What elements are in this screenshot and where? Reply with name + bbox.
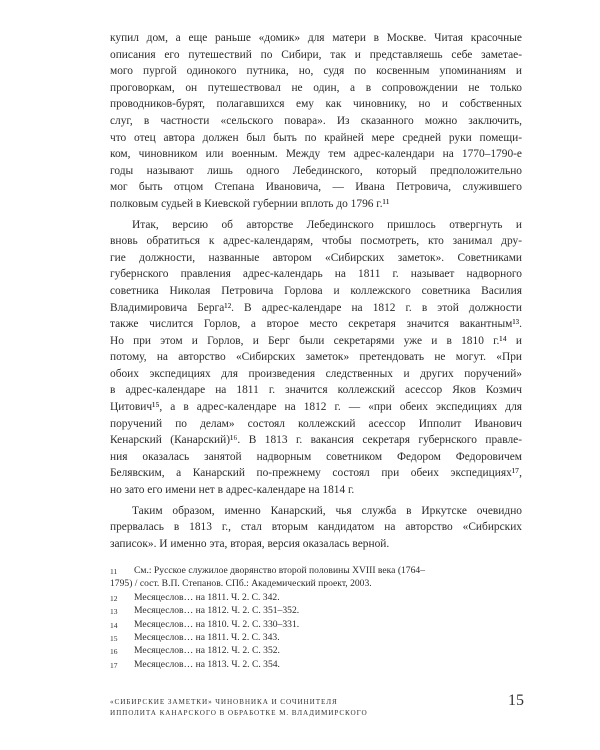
body-line: что отец автора должен был быть по крайней мере средней руки помещи-	[110, 131, 522, 144]
body-line: полковым судьей в Киевской губернии вплоть до 1796 г.¹¹	[110, 197, 390, 210]
body-line: Таким образом, именно Канарский, чья служба в Иркутске очевидно	[132, 504, 522, 517]
body-line: но зато его имени нет в адрес-календаре на 1814 г.	[110, 484, 355, 497]
body-line: губернского правления адрес-календарь на 1811 г. называет надворного	[110, 268, 522, 281]
footnote	[110, 591, 522, 604]
footnotes	[110, 564, 522, 671]
footnote	[110, 631, 522, 644]
footnote-text: Месяцеслов… на 1812. Ч. 2. С. 351–352.	[134, 605, 300, 617]
footnote	[110, 644, 522, 657]
running-title-line-1: «СИБИРСКИЕ ЗАМЕТКИ» ЧИНОВНИКА И СОЧИНИТЕЛЯ	[110, 698, 338, 706]
body-line: советника Николая Петровича Горлова и коллежского советника Василия	[110, 284, 522, 297]
footnote	[110, 618, 522, 631]
footnote-number: 12	[110, 593, 118, 603]
body-text	[110, 30, 522, 552]
body-line: гие должности, названные автором «Сибирских заметок». Советниками	[110, 251, 522, 264]
footnote-number: 16	[110, 647, 118, 657]
body-line: вновь обратиться к адрес-календарям, чтобы посмотреть, кто занимал дру-	[110, 235, 522, 248]
running-title	[110, 697, 430, 719]
footnote-text: Месяцеслов… на 1813. Ч. 2. С. 354.	[134, 658, 280, 670]
body-line: проводников-бурят, полагавшихся ему как чиновнику, но и собственных	[110, 98, 522, 111]
footnote-number: 14	[110, 620, 118, 630]
body-line: описания его путешествий по Сибири, так и представляешь себе заметае-	[110, 48, 522, 61]
footnote-text: Месяцеслов… на 1811. Ч. 2. С. 342.	[134, 591, 280, 603]
page-number: 15	[508, 692, 524, 709]
body-line: прервалась в 1813 г., стал вторым кандидатом на авторство «Сибирских	[110, 521, 522, 534]
footnote	[110, 564, 522, 577]
body-line: купил дом, а еще раньше «домик» для матери в Москве. Читая красочные	[110, 32, 522, 44]
body-line: потому, на авторство «Сибирских заметок» претендовать не могут. «При	[110, 351, 522, 364]
body-line: также числится Горлов, а второе место секретаря значится вакантным¹³.	[110, 318, 522, 331]
footnote-text: 1795) / сост. В.П. Степанов. СПб.: Академический проект, 2003.	[110, 578, 372, 590]
footnote-number: 15	[110, 633, 118, 643]
body-line: Но при этом и Горлов, и Берг были секретарями уже и в 1810 г.¹⁴ и	[110, 334, 522, 347]
body-line: Итак, версию об авторстве Лебединского пришлось отвергнуть и	[132, 218, 522, 231]
running-title-line-2: ИППОЛИТА КАНАРСКОГО В ОБРАБОТКЕ М. ВЛАДИМИРСКОГО	[110, 709, 368, 717]
footnote-number: 13	[110, 607, 118, 617]
body-line: Цитович¹⁵, а в адрес-календаре на 1812 г. — «при обеих экспедициях для	[110, 401, 522, 414]
body-line: ния оказалась занятой надворным советником Федором Федоровичем	[110, 450, 522, 463]
footnote-text: Месяцеслов… на 1810. Ч. 2. С. 330–331.	[134, 618, 300, 630]
footnote-number: 17	[110, 660, 118, 670]
body-line: поручений по делам» состоял коллежский асессор Ипполит Иванович	[110, 417, 522, 430]
footnote	[110, 604, 522, 617]
footnote-number: 11	[110, 567, 118, 576]
footnote	[110, 658, 522, 671]
body-line: записок». И именно эта, вторая, версия оказалась верной.	[110, 537, 390, 550]
body-line: ком, чиновником или военным. Между тем адрес-календари на 1770–1790-е	[110, 148, 522, 161]
body-line: Владимировича Берга¹². В адрес-календаре на 1812 г. в этой должности	[110, 301, 522, 314]
body-line: обоих экспедициях для произведения следственных и других поручений»	[110, 367, 522, 380]
footnote-text: См.: Русское служилое дворянство второй половины XVIII века (1764–	[134, 565, 425, 576]
body-line: слуг, в частности «сельского повара». Из сказанного можно заключить,	[110, 114, 522, 127]
footnote-text: Месяцеслов… на 1811. Ч. 2. С. 343.	[134, 631, 280, 643]
body-line: годы называют лишь одного Лебединского, который предположительно	[110, 164, 522, 177]
body-line: Белявским, а Канарский по-прежнему состоял при обеих экспедициях¹⁷,	[110, 467, 522, 480]
body-line: в адрес-календаре на 1811 г. значится коллежский асессор Яков Козмич	[110, 384, 522, 397]
body-line: Кенарский (Канарский)¹⁶. В 1813 г. вакансия секретаря губернского правле-	[110, 434, 522, 447]
footnote-text: Месяцеслов… на 1812. Ч. 2. С. 352.	[134, 645, 280, 657]
body-line: мог быть отцом Степана Ивановича, — Ивана Петровича, служившего	[110, 181, 522, 194]
body-line: проговоркам, он путешествовал не один, а в сопровождении не только	[110, 81, 522, 94]
footnote	[110, 577, 522, 590]
body-line: мого пургой одинокого путника, но, судя по косвенным упоминаниям и	[110, 65, 522, 78]
